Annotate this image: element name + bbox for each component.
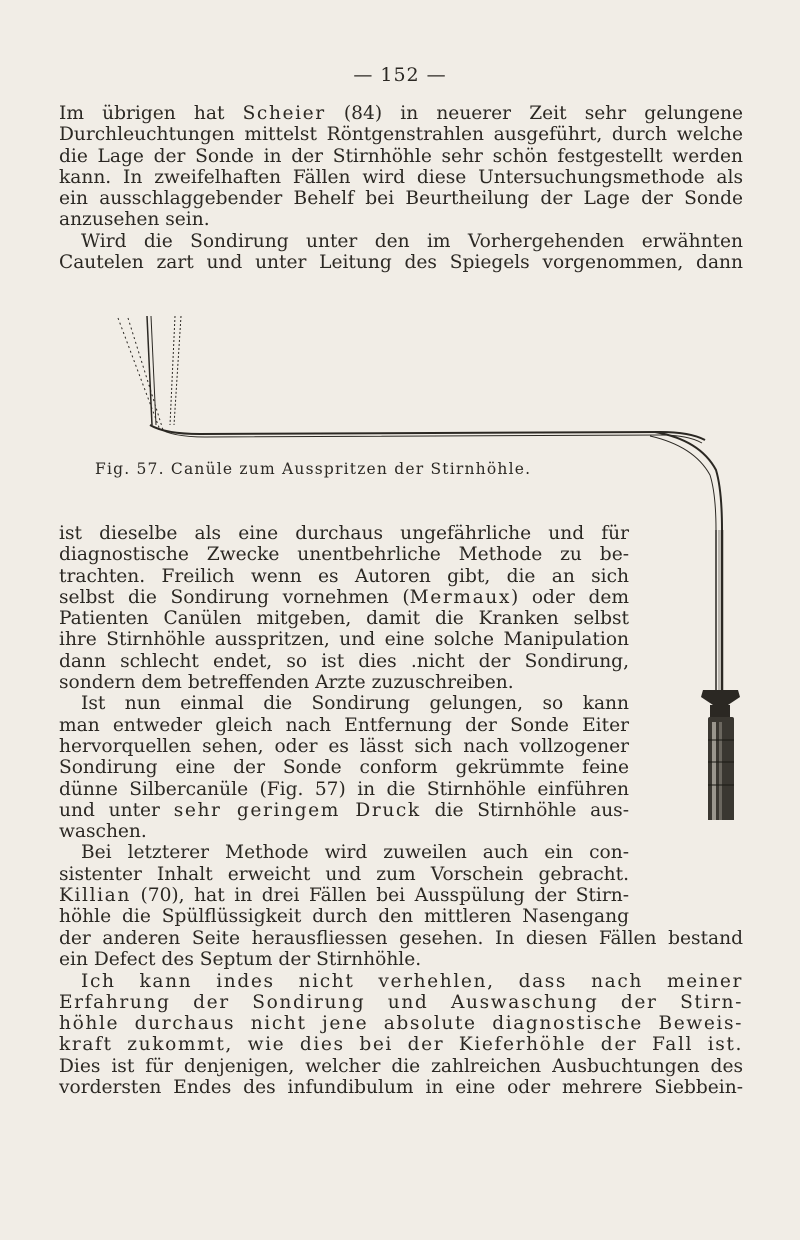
cannula-handle: [708, 717, 734, 820]
text-line: [59, 885, 629, 906]
text-segment: Wird die Sondirung unter den im Vorhergehenden erwähnten: [81, 230, 743, 252]
text-segment: der anderen Seite herausfliessen gesehen. In diesen Fällen bestand: [59, 928, 743, 949]
text-segment: Im übrigen hat: [59, 103, 243, 124]
text-line: [59, 928, 743, 949]
text-line: [59, 1034, 743, 1055]
text-segment: sistenter Inhalt erweicht und zum Vorschein gebracht.: [59, 863, 629, 885]
emphasized-text: Ich kann indes nicht verhehlen, dass nach meiner: [81, 970, 743, 992]
figure-caption-text: Canüle zum Ausspritzen der Stirnhöhle.: [170, 460, 532, 478]
text-segment: vordersten Endes des infundibulum in eine oder mehrere Siebbein-: [59, 1077, 743, 1099]
text-line: [59, 821, 629, 842]
text-line: [59, 629, 629, 650]
text-line: [59, 992, 743, 1013]
text-line: [59, 544, 629, 565]
emphasized-text: Killian: [59, 885, 131, 907]
text-line: [59, 566, 629, 587]
text-segment: (84) in neuerer Zeit sehr gelungene: [325, 103, 743, 124]
text-segment: Sondirung eine der Sonde conform gekrümmte feine: [59, 757, 629, 779]
text-segment: ihre Stirnhöhle ausspritzen, und eine solche Manipulation: [59, 629, 629, 651]
text-segment: Bei letzterer Methode wird zuweilen auch ein con-: [81, 842, 629, 864]
text-segment: waschen.: [59, 821, 147, 843]
text-segment: dann schlecht endet, so ist dies .nicht der Sondirung,: [59, 650, 629, 672]
text-line: [59, 949, 743, 970]
text-line: [59, 1077, 743, 1098]
text-segment: kann. In zweifelhaften Fällen wird diese Untersuchungsmethode als: [59, 166, 743, 188]
emphasized-text: Scheier: [242, 103, 326, 124]
cannula-collar: [701, 690, 740, 717]
text-segment: und unter: [59, 799, 174, 821]
emphasized-text: Erfahrung der Sondirung und Auswaschung der Stirn-: [59, 991, 743, 1013]
text-segment: selbst die Sondirung vornehmen (: [59, 586, 410, 608]
emphasized-text: kraft zukommt, wie dies bei der Kieferhöhle der Fall ist.: [59, 1034, 743, 1056]
text-line: [59, 800, 629, 821]
text-line: [59, 1056, 743, 1077]
text-line: [59, 864, 629, 885]
emphasized-text: sehr geringem Druck: [173, 799, 421, 821]
text-line: [59, 651, 629, 672]
text-segment: man entweder gleich nach Entfernung der Sonde Eiter: [59, 714, 629, 736]
figure-caption: [95, 460, 531, 478]
text-segment: Ist nun einmal die Sondirung gelungen, so kann: [81, 693, 629, 715]
text-line: [59, 779, 629, 800]
text-line: [59, 672, 629, 693]
text-line: [59, 587, 629, 608]
text-segment: sondern dem betreffenden Arzte zuzuschreiben.: [59, 672, 514, 694]
paragraph-narrow: [59, 523, 629, 928]
emphasized-text: Mermaux: [409, 586, 511, 608]
text-segment: die Stirnhöhle aus-: [420, 799, 629, 821]
text-segment: ist dieselbe als eine durchaus ungefährliche und für: [59, 523, 629, 544]
text-segment: dünne Silbercanüle (Fig. 57) in die Stirnhöhle einführen: [59, 778, 629, 800]
figure-caption-prefix: Fig. 57.: [95, 460, 165, 478]
text-segment: (70), hat in drei Fällen bei Ausspülung der Stirn-: [130, 885, 629, 907]
text-segment: höhle die Spülflüssigkeit durch den mittleren Nasengang: [59, 906, 629, 928]
text-line: [59, 971, 743, 992]
text-segment: trachten. Freilich wenn es Autoren gibt, die an sich: [59, 565, 629, 587]
text-segment: Dies ist für denjenigen, welcher die zahlreichen Ausbuchtungen des: [59, 1055, 743, 1077]
text-line: [59, 757, 629, 778]
text-segment: Durchleuchtungen mittelst Röntgenstrahlen ausgeführt, durch welche: [59, 124, 743, 146]
text-segment: anzusehen sein.: [59, 209, 210, 231]
emphasized-text: höhle durchaus nicht jene absolute diagnostische Beweis-: [59, 1013, 743, 1035]
paragraph-bottom: [59, 928, 743, 1098]
text-line: [59, 1013, 743, 1034]
text-segment: die Lage der Sonde in der Stirnhöhle sehr schön festgestellt werden: [59, 145, 743, 167]
text-segment: Cautelen zart und unter Leitung des Spiegels vorgenommen, dann: [59, 252, 743, 274]
text-segment: ein ausschlaggebender Behelf bei Beurtheilung der Lage der Sonde: [59, 188, 743, 210]
page-number: — 152 —: [353, 64, 447, 86]
text-line: [59, 715, 629, 736]
text-line: [59, 842, 629, 863]
text-segment: ) oder dem: [510, 586, 629, 608]
text-segment: diagnostische Zwecke unentbehrliche Methode zu be-: [59, 544, 629, 566]
text-line: [59, 736, 629, 757]
text-line: [59, 523, 629, 544]
text-segment: ein Defect des Septum der Stirnhöhle.: [59, 949, 422, 971]
text-line: [59, 906, 629, 927]
text-line: [59, 608, 629, 629]
text-segment: Patienten Canülen mitgeben, damit die Kranken selbst: [59, 608, 629, 630]
text-line: [59, 693, 629, 714]
text-segment: hervorquellen sehen, oder es lässt sich nach vollzogener: [59, 735, 629, 757]
